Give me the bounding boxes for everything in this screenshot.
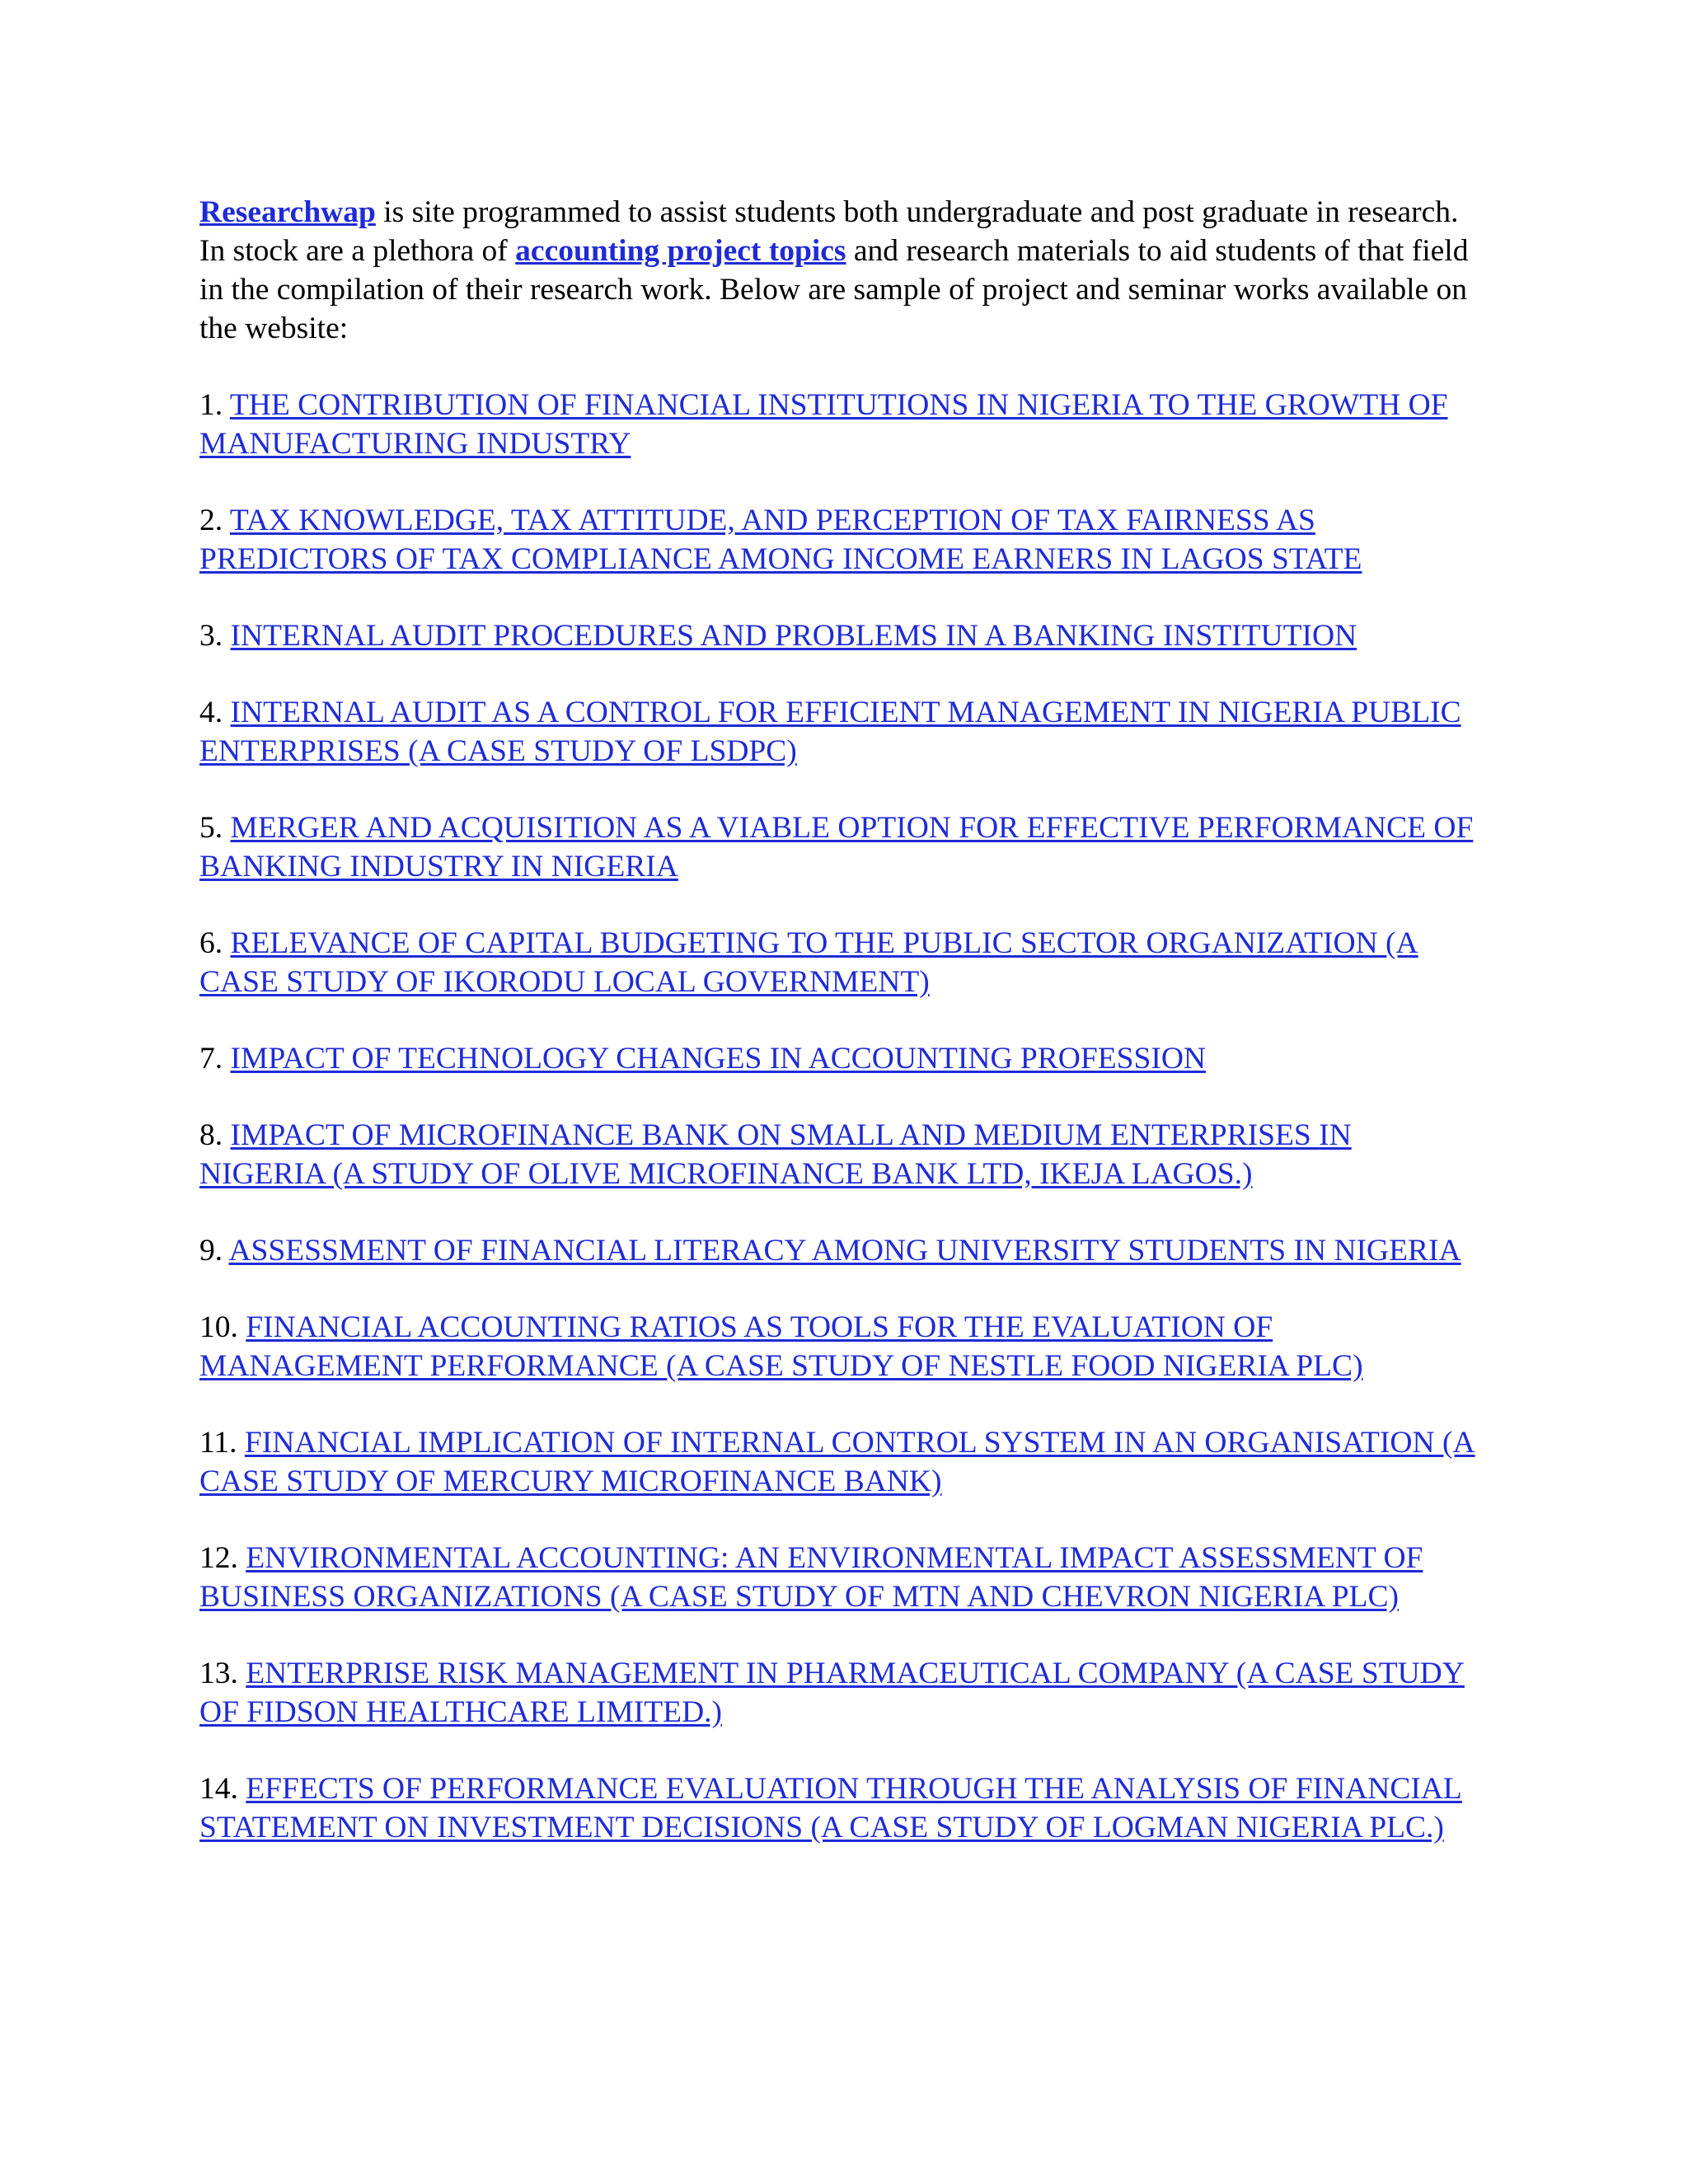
list-item-number: 7. [199, 1042, 231, 1076]
list-item [199, 1308, 1485, 1385]
topic-link[interactable]: FINANCIAL ACCOUNTING RATIOS AS TOOLS FOR THE EVALUATION OF MANAGEMENT PERFORMANCE (A CASE STUDY OF NESTLE FOOD NIGERIA PLC) [199, 1310, 1363, 1383]
list-item-number: 13. [199, 1657, 246, 1690]
list-item-number: 1. [199, 388, 230, 422]
topic-link[interactable]: IMPACT OF MICROFINANCE BANK ON SMALL AND MEDIUM ENTERPRISES IN NIGERIA (A STUDY OF OLIVE MICROFINANCE BANK LTD, IKEJA LAGOS.) [199, 1118, 1352, 1191]
list-item [199, 1769, 1485, 1847]
list-item [199, 1539, 1485, 1616]
topic-link[interactable]: THE CONTRIBUTION OF FINANCIAL INSTITUTIONS IN NIGERIA TO THE GROWTH OF MANUFACTURING INDUSTRY [199, 388, 1448, 461]
topic-link[interactable]: EFFECTS OF PERFORMANCE EVALUATION THROUGH THE ANALYSIS OF FINANCIAL STATEMENT ON INVESTMENT DECISIONS (A CASE STUDY OF LOGMAN NIGERIA PLC.) [199, 1772, 1462, 1844]
topic-link[interactable]: ASSESSMENT OF FINANCIAL LITERACY AMONG UNIVERSITY STUDENTS IN NIGERIA [228, 1234, 1461, 1268]
intro-text-2: and research materials to aid students of that field in the compilation of their research work. Below are sample of project and seminar works available on the website: [199, 234, 1469, 345]
list-item-number: 4. [199, 696, 231, 729]
list-item [199, 1654, 1485, 1732]
intro-text-1: is site programmed to assist students both undergraduate and post graduate in research. In stock are a plethora of [199, 195, 1459, 268]
list-item-number: 6. [199, 926, 231, 960]
list-item [199, 616, 1485, 655]
list-item-number: 3. [199, 619, 231, 653]
intro-paragraph [199, 193, 1485, 348]
list-item-number: 11. [199, 1426, 245, 1460]
list-item [199, 924, 1485, 1001]
topic-link[interactable]: ENVIRONMENTAL ACCOUNTING: AN ENVIRONMENTAL IMPACT ASSESSMENT OF BUSINESS ORGANIZATIONS (A CASE STUDY OF MTN AND CHEVRON NIGERIA PLC) [199, 1541, 1423, 1614]
list-item-number: 12. [199, 1541, 246, 1575]
list-item [199, 1231, 1485, 1270]
accounting-project-topics-link[interactable]: accounting project topics [515, 234, 846, 268]
list-item [199, 386, 1485, 463]
document-page [199, 193, 1485, 1885]
topic-link[interactable]: ENTERPRISE RISK MANAGEMENT IN PHARMACEUTICAL COMPANY (A CASE STUDY OF FIDSON HEALTHCARE LIMITED.) [199, 1657, 1465, 1729]
list-item-number: 5. [199, 811, 231, 845]
topic-link[interactable]: IMPACT OF TECHNOLOGY CHANGES IN ACCOUNTING PROFESSION [230, 1042, 1206, 1076]
list-item [199, 693, 1485, 771]
list-item [199, 808, 1485, 886]
topic-link[interactable]: MERGER AND ACQUISITION AS A VIABLE OPTION FOR EFFECTIVE PERFORMANCE OF BANKING INDUSTRY IN NIGERIA [199, 811, 1474, 883]
list-item-number: 14. [199, 1772, 246, 1806]
list-item-number: 9. [199, 1234, 229, 1268]
list-item-number: 8. [199, 1118, 231, 1152]
topic-link[interactable]: TAX KNOWLEDGE, TAX ATTITUDE, AND PERCEPTION OF TAX FAIRNESS AS PREDICTORS OF TAX COMPLIANCE AMONG INCOME EARNERS IN LAGOS STATE [199, 504, 1362, 576]
list-item [199, 1423, 1485, 1501]
list-item-number: 10. [199, 1310, 246, 1344]
topic-link[interactable]: INTERNAL AUDIT PROCEDURES AND PROBLEMS IN A BANKING INSTITUTION [230, 619, 1357, 653]
researchwap-link[interactable]: Researchwap [199, 195, 376, 229]
topic-link[interactable]: INTERNAL AUDIT AS A CONTROL FOR EFFICIENT MANAGEMENT IN NIGERIA PUBLIC ENTERPRISES (A CASE STUDY OF LSDPC) [199, 696, 1461, 768]
list-item-number: 2. [199, 504, 230, 537]
topic-link[interactable]: RELEVANCE OF CAPITAL BUDGETING TO THE PUBLIC SECTOR ORGANIZATION (A CASE STUDY OF IKORODU LOCAL GOVERNMENT) [199, 926, 1418, 999]
topic-link[interactable]: FINANCIAL IMPLICATION OF INTERNAL CONTROL SYSTEM IN AN ORGANISATION (A CASE STUDY OF MERCURY MICROFINANCE BANK) [199, 1426, 1475, 1498]
list-item [199, 1039, 1485, 1078]
list-item [199, 1116, 1485, 1193]
list-item [199, 501, 1485, 579]
